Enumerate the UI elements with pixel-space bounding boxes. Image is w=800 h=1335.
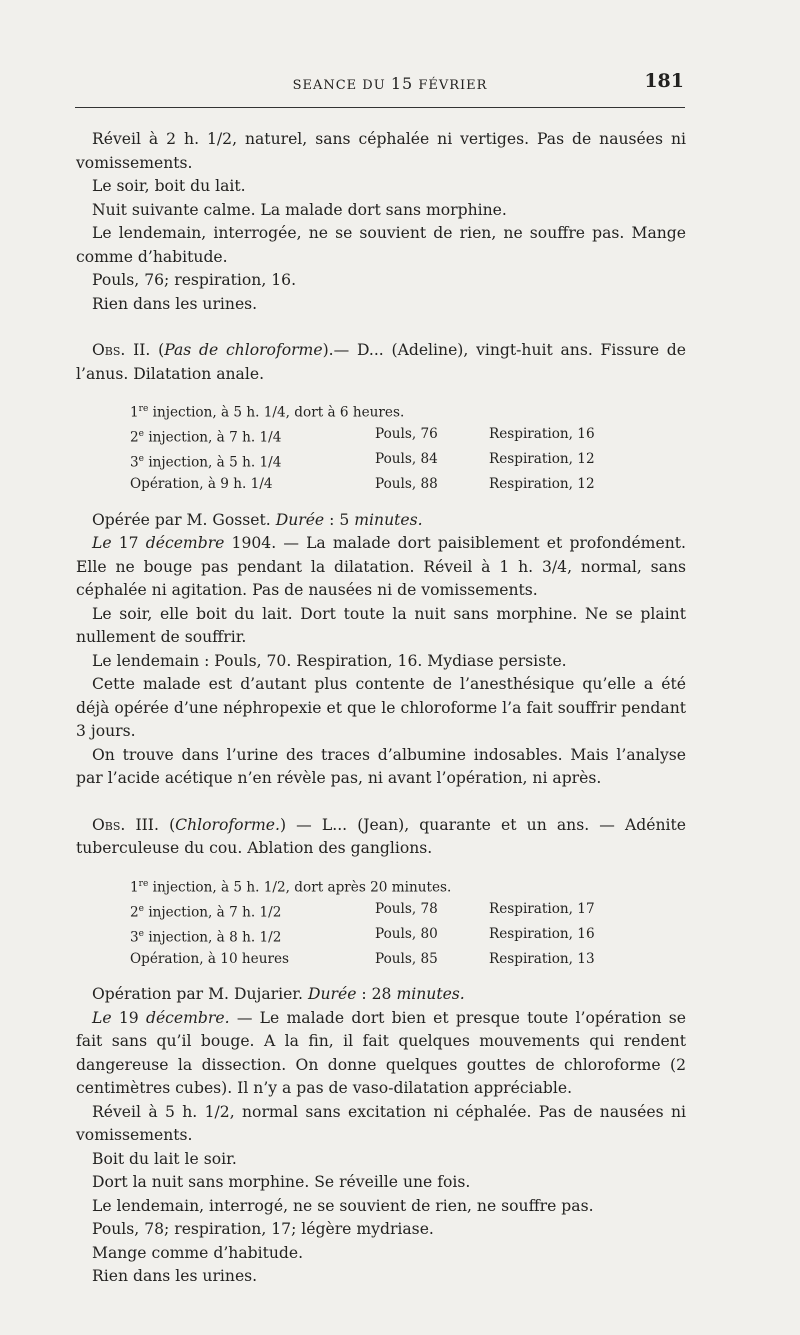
obs-3-text: — L... (Jean), quarante et un ans. — Adénite tuberculeuse du cou. Ablation des ganglions. bbox=[76, 815, 687, 858]
paragraph: Rien dans les urines. bbox=[92, 1267, 258, 1286]
paragraph: Le 17 décembre 1904. — La malade dort paisiblement et profondément. Elle ne bouge pas pendant la dilatation. Réveil à 1 h. 3/4, normal, sans céphalée ni agitation. Pas de nausées ni de vomissements. bbox=[76, 534, 686, 600]
running-head-month: FÉVRIER bbox=[418, 78, 488, 93]
page-number: 181 bbox=[644, 70, 684, 92]
page-header bbox=[0, 70, 800, 94]
injection-row: 1re injection, à 5 h. 1/2, dort après 20 minutes. bbox=[130, 878, 452, 896]
paragraph: Rien dans les urines. bbox=[92, 294, 258, 313]
paragraph: Le lendemain : Pouls, 70. Respiration, 16. Mydiase persiste. bbox=[92, 651, 567, 670]
obs-3-injection-table bbox=[76, 874, 686, 971]
injection-row: 3e injection, à 8 h. 1/2 Pouls, 80 Respiration, 16 bbox=[130, 925, 595, 946]
paragraph: Boit du lait le soir. bbox=[92, 1149, 237, 1168]
running-head bbox=[240, 74, 540, 93]
operator-line: Opérée par M. Gosset. Durée : 5 minutes. bbox=[92, 510, 423, 529]
obs-2-paren: Pas de chloroforme bbox=[164, 341, 323, 359]
obs-2-label: Obs. II. bbox=[92, 341, 151, 359]
paragraph: Cette malade est d’autant plus contente de l’anesthésique qu’elle a été déjà opérée d’une néphropexie et que le chloroforme l’a fait souffrir pendant 3 jours. bbox=[76, 675, 686, 741]
paragraph: Dort la nuit sans morphine. Se réveille une fois. bbox=[92, 1173, 471, 1192]
injection-row: 3e injection, à 5 h. 1/4 Pouls, 84 Respiration, 12 bbox=[130, 451, 595, 471]
injection-row: Opération, à 9 h. 1/4 Pouls, 88 Respiration, 12 bbox=[130, 476, 595, 493]
injection-row: 2e injection, à 7 h. 1/4 Pouls, 76 Respiration, 16 bbox=[130, 426, 595, 446]
paragraph: Mange comme d’habitude. bbox=[92, 1243, 304, 1262]
obs-3-paren: Chloroforme. bbox=[175, 815, 280, 834]
paragraph: Pouls, 78; respiration, 17; légère mydriase. bbox=[92, 1220, 434, 1239]
paragraph: Le 19 décembre. — Le malade dort bien et presque toute l’opération se fait sans qu’il bouge. A la fin, il fait quelques mouvements qui rendent dangereuse la dissection. On donne quelques gouttes de chloroforme (2 centimètres cubes). Il n’y a pas de vaso-dilatation appréciable. bbox=[76, 1008, 686, 1098]
injection-row: Opération, à 10 heures Pouls, 85 Respiration, 13 bbox=[130, 950, 595, 967]
header-rule bbox=[75, 107, 685, 108]
paragraph: Le lendemain, interrogée, ne se souvient de rien, ne souffre pas. Mange comme d’habitude. bbox=[76, 224, 686, 266]
body-text bbox=[76, 128, 686, 1289]
running-head-prefix: SEANCE DU bbox=[292, 78, 386, 93]
paragraph: Le soir, boit du lait. bbox=[92, 177, 246, 195]
paragraph: Pouls, 76; respiration, 16. bbox=[92, 271, 297, 289]
obs-3-heading: Obs. III. (Chloroforme.) — L... (Jean), quarante et un ans. — Adénite tuberculeuse du cou. Ablation des ganglions. bbox=[76, 815, 687, 858]
obs-2-injection-table bbox=[76, 399, 686, 496]
injection-row: 2e injection, à 7 h. 1/2 Pouls, 78 Respiration, 17 bbox=[130, 900, 595, 921]
paragraph: Le soir, elle boit du lait. Dort toute la nuit sans morphine. Ne se plaint nullement de souffrir. bbox=[76, 604, 686, 647]
obs-2-heading: Obs. II. (Pas de chloroforme).— D... (Adeline), vingt-huit ans. Fissure de l’anus. Dilatation anale. bbox=[76, 341, 686, 383]
paragraph: On trouve dans l’urine des traces d’albumine indosables. Mais l’analyse par l’acide acétique n’en révèle pas, ni avant l’opération, ni après. bbox=[76, 745, 686, 788]
paragraph: Nuit suivante calme. La malade dort sans morphine. bbox=[92, 200, 507, 219]
operator-line: Opération par M. Dujarier. Durée : 28 minutes. bbox=[92, 985, 465, 1004]
paragraph: Le lendemain, interrogé, ne se souvient de rien, ne souffre pas. bbox=[92, 1196, 594, 1215]
injection-row: 1re injection, à 5 h. 1/4, dort à 6 heures. bbox=[130, 404, 405, 421]
paragraph: Réveil à 2 h. 1/2, naturel, sans céphalée ni vertiges. Pas de nausées ni vomissements. bbox=[76, 130, 686, 172]
obs-2-text: .— D... (Adeline), vingt-huit ans. Fissure de l’anus. Dilatation anale. bbox=[76, 341, 686, 383]
running-head-day: 15 bbox=[390, 74, 414, 93]
obs-3-label: Obs. III. bbox=[92, 815, 159, 834]
paragraph: Réveil à 5 h. 1/2, normal sans excitation ni céphalée. Pas de nausées ni vomissements. bbox=[76, 1102, 686, 1145]
